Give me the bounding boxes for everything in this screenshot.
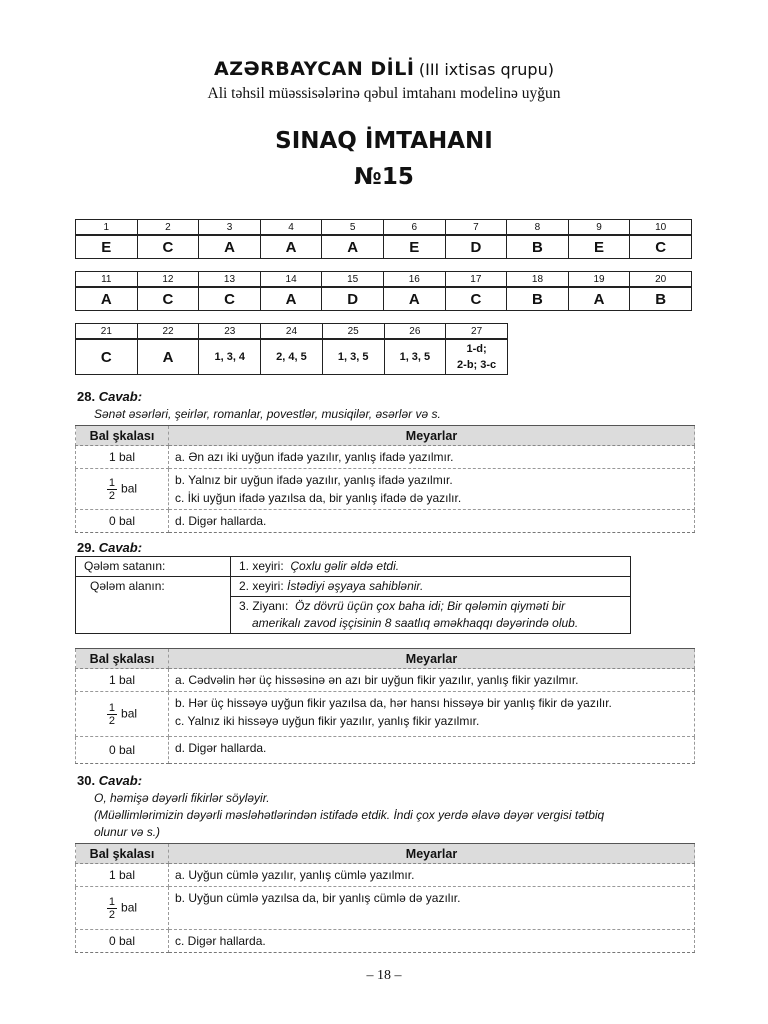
q29-answer-table: Qələm satanın: 1. xeyiri: Çoxlu gəlir əldə etdi. Qələm alanın: 2. xeyiri: İstədiyi əşyaya sahiblənir. 3. Ziyanı: Öz dövrü üçün çox baha idi; Bir qələmin qiyməti bir amerikalı zavod işçisinin 8 saatlıq əməkhaqqı dəyərində olub. [75, 556, 631, 634]
score-1: 1 bal [76, 864, 169, 887]
q29-seller: Qələm satanın: [76, 557, 231, 577]
answer-key-answer: C [137, 235, 199, 259]
q29-criterion-b: b. Hər üç hissəyə uyğun fikir yazılsa da, hər hansı hissəyə bir yanlış fikir də yazılır. [175, 696, 612, 710]
answer-key-number: 9 [568, 220, 630, 236]
answer-key-number: 18 [507, 272, 569, 288]
q29-criterion-a: a. Cədvəlin hər üç hissəsinə ən azı bir uyğun fikir yazılır, yanlış fikir yazılmır. [169, 669, 695, 692]
q29-item-2: İstədiyi əşyaya sahiblənir. [287, 579, 424, 593]
q29-item-1: Çoxlu gəlir əldə etdi. [290, 559, 400, 573]
answer-key-number: 24 [261, 324, 323, 340]
answer-key-number: 2 [137, 220, 199, 236]
answer-key-row-1 [75, 219, 692, 259]
answer-key-answer: C [137, 287, 199, 311]
score-half: $\frac{1}{2}$ bal [76, 692, 169, 737]
q28-criterion-a: a. Ən azı iki uyğun ifadə yazılır, yanlış ifadə yazılmır. [169, 446, 695, 469]
answer-key-number: 23 [199, 324, 261, 340]
q30-answer-1: O, həmişə dəyərli fikirlər söyləyir. [94, 791, 270, 805]
answer-key-answer: A [260, 235, 322, 259]
answer-key-number: 12 [137, 272, 199, 288]
answer-key-answer: D [445, 235, 507, 259]
answer-key-number: 3 [199, 220, 261, 236]
q28-criteria-table [75, 425, 695, 533]
answer-key-answer: A [568, 287, 630, 311]
page-number: – 18 – [366, 968, 402, 983]
q29-criteria-table [75, 648, 695, 764]
q28-criterion-d: d. Digər hallarda. [169, 510, 695, 533]
q29-item-3: Öz dövrü üçün çox baha idi; Bir qələmin qiyməti bir [295, 599, 566, 613]
q29-buyer: Qələm alanın: [76, 577, 231, 634]
q30-answer-2: (Müəllimlərimizin dəyərli məsləhətlərindən istifadə etdik. İndi çox yerdə əlavə dəyər vergisi tətbiq [94, 808, 605, 822]
answer-key-answer: D [322, 287, 384, 311]
answer-key-answer: C [199, 287, 261, 311]
answer-key-answer: E [76, 235, 138, 259]
answer-key-number: 21 [76, 324, 138, 340]
answer-key-answer: 1, 3, 5 [322, 339, 384, 375]
answer-key-answer: 1, 3, 5 [384, 339, 446, 375]
answer-key-answer: E [383, 235, 445, 259]
answer-key-number: 5 [322, 220, 384, 236]
score-0: 0 bal [76, 737, 169, 764]
scale-header: Bal şkalası [76, 426, 169, 446]
exam-number: №15 [354, 164, 414, 190]
answer-key-answer: C [630, 235, 692, 259]
criteria-header: Meyarlar [169, 844, 695, 864]
answer-key-answer: E [568, 235, 630, 259]
answer-key-number: 27 [446, 324, 508, 340]
group-label: (III ixtisas qrupu) [418, 60, 554, 79]
answer-key-number: 6 [383, 220, 445, 236]
q30-heading [77, 773, 142, 788]
answer-key-number: 1 [76, 220, 138, 236]
answer-key-answer: A [383, 287, 445, 311]
q28-heading [77, 389, 142, 404]
answer-key-answer: B [507, 235, 569, 259]
answer-key-number: 19 [568, 272, 630, 288]
answer-key-number: 25 [322, 324, 384, 340]
q30-number: 30. [77, 773, 96, 788]
answer-key-number: 26 [384, 324, 446, 340]
score-half: $\frac{1}{2}$ bal [76, 469, 169, 510]
answer-key-answer: C [76, 339, 138, 375]
answer-key-answer: A [76, 287, 138, 311]
score-1: 1 bal [76, 446, 169, 469]
answer-key-number: 14 [260, 272, 322, 288]
q28-answer-label: Cavab: [98, 389, 143, 404]
criteria-header: Meyarlar [169, 649, 695, 669]
q29-answer-label: Cavab: [98, 540, 143, 555]
score-1: 1 bal [76, 669, 169, 692]
q29-heading [77, 540, 142, 555]
q29-number: 29. [77, 540, 96, 555]
answer-key-answer: B [507, 287, 569, 311]
q30-criterion-b: b. Uyğun cümlə yazılsa da, bir yanlış cümlə də yazılır. [169, 887, 695, 930]
answer-key-answer: A [137, 339, 199, 375]
answer-key-number: 16 [383, 272, 445, 288]
subtitle: Ali təhsil müəssisələrinə qəbul imtahanı modelinə uyğun [207, 85, 561, 102]
answer-key-number: 15 [322, 272, 384, 288]
q28-number: 28. [77, 389, 96, 404]
answer-key-number: 11 [76, 272, 138, 288]
answer-key-row-2 [75, 271, 692, 311]
answer-key-number: 17 [445, 272, 507, 288]
answer-key-answer: B [630, 287, 692, 311]
q29-criterion-d: d. Digər hallarda. [169, 737, 695, 764]
answer-key-answer: 1-d; 2-b; 3-c [446, 339, 508, 375]
score-half: $\frac{1}{2}$ bal [76, 887, 169, 930]
q30-criterion-c: c. Digər hallarda. [169, 930, 695, 953]
score-0: 0 bal [76, 510, 169, 533]
q30-criterion-a: a. Uyğun cümlə yazılır, yanlış cümlə yazılmır. [169, 864, 695, 887]
exam-title: SINAQ İMTAHANI [275, 128, 493, 154]
subject-title: AZƏRBAYCAN DİLİ [214, 58, 415, 80]
answer-key-number: 20 [630, 272, 692, 288]
answer-key-answer: C [445, 287, 507, 311]
answer-key-answer: A [322, 235, 384, 259]
answer-key-row-3 [75, 323, 508, 375]
q28-answer: Sənət əsərləri, şeirlər, romanlar, povestlər, musiqilər, əsərlər və s. [94, 407, 441, 421]
q30-criteria-table [75, 843, 695, 953]
subject-header [0, 58, 768, 80]
answer-key-number: 10 [630, 220, 692, 236]
answer-key-number: 4 [260, 220, 322, 236]
answer-key-answer: A [199, 235, 261, 259]
answer-key-number: 7 [445, 220, 507, 236]
q28-criterion-c: c. İki uyğun ifadə yazılsa da, bir yanlış ifadə də yazılır. [175, 491, 462, 505]
answer-key-number: 8 [507, 220, 569, 236]
answer-key-answer: 2, 4, 5 [261, 339, 323, 375]
q30-answer-label: Cavab: [98, 773, 143, 788]
score-0: 0 bal [76, 930, 169, 953]
q29-criterion-c: c. Yalnız iki hissəyə uyğun fikir yazılır, yanlış fikir yazılmır. [175, 714, 480, 728]
answer-key-answer: A [260, 287, 322, 311]
q30-answer-3: olunur və s.) [94, 825, 161, 839]
q28-criterion-b: b. Yalnız bir uyğun ifadə yazılır, yanlış ifadə yazılmır. [175, 473, 453, 487]
answer-key-number: 22 [137, 324, 199, 340]
scale-header: Bal şkalası [76, 649, 169, 669]
answer-key-number: 13 [199, 272, 261, 288]
answer-key-answer: 1, 3, 4 [199, 339, 261, 375]
scale-header: Bal şkalası [76, 844, 169, 864]
criteria-header: Meyarlar [169, 426, 695, 446]
